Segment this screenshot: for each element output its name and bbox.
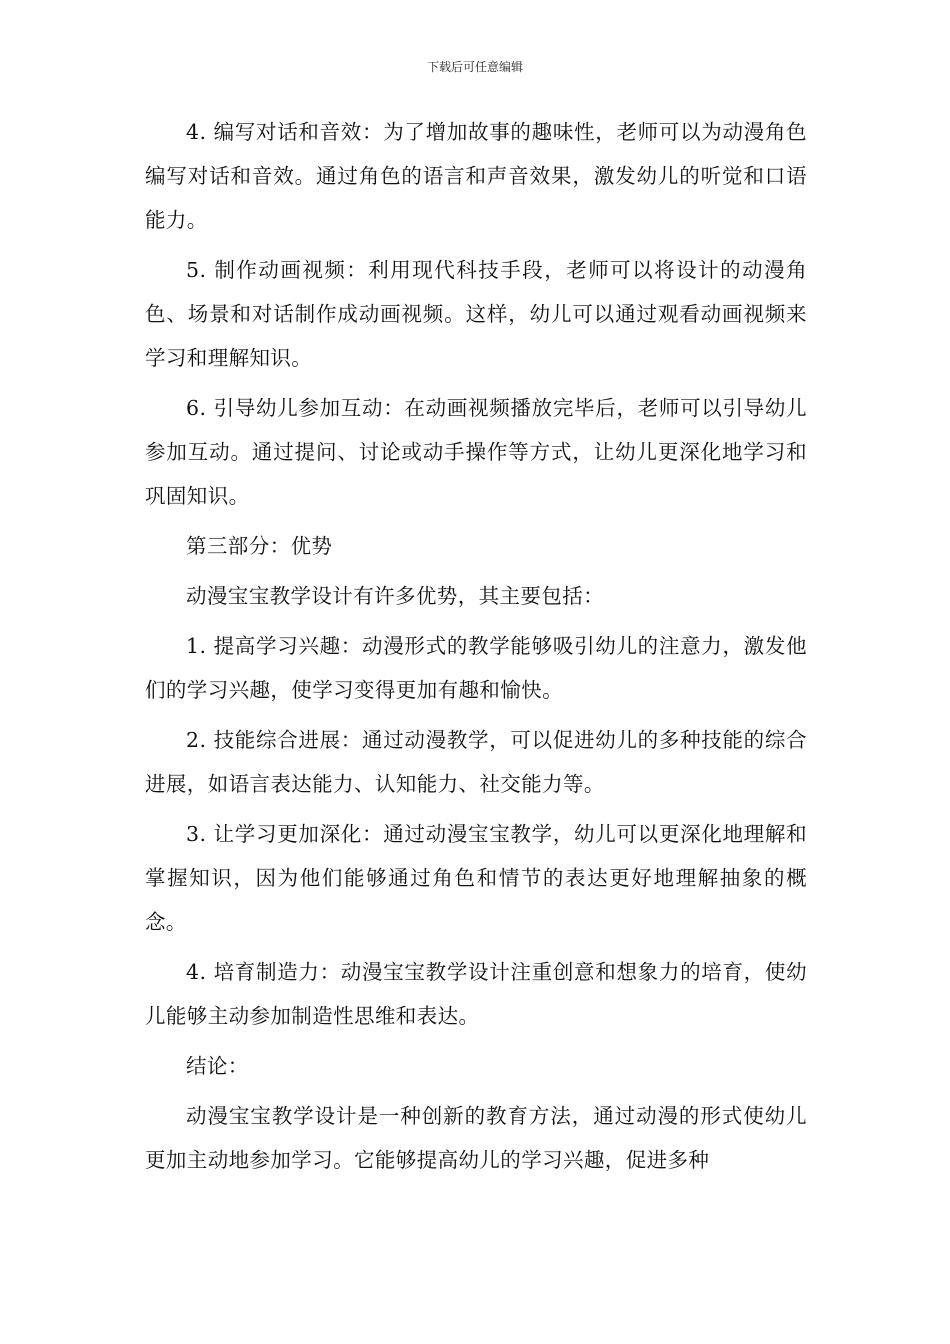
paragraph-interaction: 6. 引导幼儿参加互动：在动画视频播放完毕后，老师可以引导幼儿参加互动。通过提问、讨论或动手操作等方式，让幼儿更深化地学习和巩固知识。	[145, 396, 807, 508]
paragraph-animation-video: 5. 制作动画视频：利用现代科技手段，老师可以将设计的动漫角色、场景和对话制作成动画视频。这样，幼儿可以通过观看动画视频来学习和理解知识。	[145, 258, 807, 370]
document-body	[145, 110, 807, 1188]
section-heading-conclusion: 结论：	[186, 1054, 249, 1078]
paragraph-advantages-intro: 动漫宝宝教学设计有许多优势，其主要包括：	[186, 584, 604, 608]
page-header: 下载后可任意编辑	[426, 60, 523, 74]
paragraph-deeper-learning: 3. 让学习更加深化：通过动漫宝宝教学，幼儿可以更深化地理解和掌握知识，因为他们能够通过角色和情节的表达更好地理解抽象的概念。	[145, 822, 807, 934]
section-heading-advantages: 第三部分：优势	[186, 534, 333, 558]
paragraph-learning-interest: 1. 提高学习兴趣：动漫形式的教学能够吸引幼儿的注意力，激发他们的学习兴趣，使学习变得更加有趣和愉快。	[145, 634, 807, 702]
paragraph-dialogue-sound: 4. 编写对话和音效：为了增加故事的趣味性，老师可以为动漫角色编写对话和音效。通过角色的语言和声音效果，激发幼儿的听觉和口语能力。	[145, 120, 807, 232]
paragraph-skills-development: 2. 技能综合进展：通过动漫教学，可以促进幼儿的多种技能的综合进展，如语言表达能力、认知能力、社交能力等。	[145, 728, 807, 796]
paragraph-creativity: 4. 培育制造力：动漫宝宝教学设计注重创意和想象力的培育，使幼儿能够主动参加制造性思维和表达。	[145, 960, 807, 1028]
paragraph-conclusion: 动漫宝宝教学设计是一种创新的教育方法，通过动漫的形式使幼儿更加主动地参加学习。它能够提高幼儿的学习兴趣，促进多种	[145, 1104, 807, 1172]
